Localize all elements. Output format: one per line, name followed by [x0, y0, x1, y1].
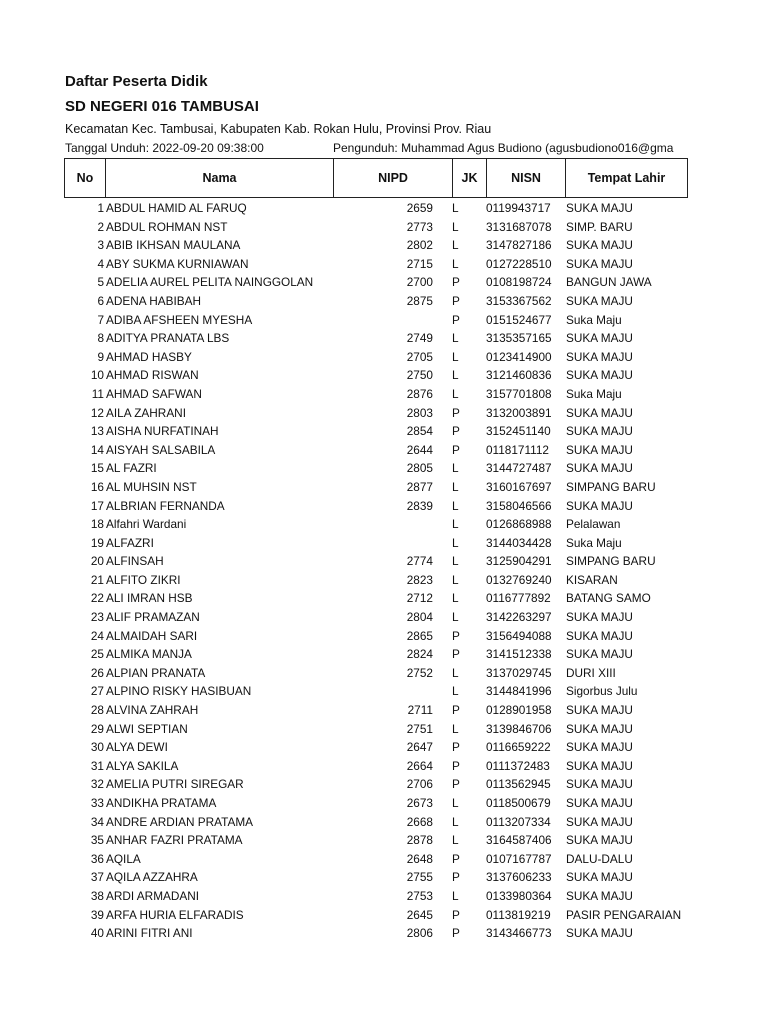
- cell-tempat-lahir: SIMPANG BARU: [566, 554, 656, 569]
- table-row: [0, 701, 768, 720]
- cell-tempat-lahir: SUKA MAJU: [566, 926, 633, 941]
- cell-jk: L: [452, 479, 459, 494]
- cell-nama: AHMAD RISWAN: [106, 368, 199, 383]
- table-row: [0, 831, 768, 850]
- cell-no: 22: [90, 591, 104, 606]
- table-row: [0, 422, 768, 441]
- cell-jk: L: [452, 814, 459, 829]
- cell-nisn: 3131687078: [486, 219, 552, 234]
- cell-tempat-lahir: SUKA MAJU: [566, 796, 633, 810]
- table-row: [0, 236, 768, 255]
- table-row: [0, 868, 768, 887]
- cell-nisn: 0151524677: [486, 312, 552, 327]
- cell-nipd: 2668: [406, 814, 433, 829]
- cell-jk: L: [452, 386, 459, 401]
- cell-jk: L: [452, 498, 459, 513]
- cell-nama: ANDIKHA PRATAMA: [106, 796, 217, 810]
- cell-nipd: 2773: [406, 219, 433, 234]
- table-row: [0, 255, 768, 274]
- cell-no: 37: [90, 870, 104, 885]
- cell-no: 16: [90, 479, 104, 494]
- cell-nisn: 0119943717: [486, 201, 551, 215]
- cell-jk: P: [452, 703, 460, 718]
- cell-no: 5: [97, 275, 104, 290]
- cell-nama: AL FAZRI: [106, 461, 157, 476]
- table-row: [0, 515, 768, 534]
- cell-nipd: 2824: [406, 647, 433, 662]
- table-row: [0, 497, 768, 516]
- cell-nisn: 3137606233: [486, 870, 552, 885]
- cell-jk: P: [452, 424, 460, 439]
- cell-nama: ALVINA ZAHRAH: [106, 703, 199, 718]
- cell-jk: L: [452, 684, 459, 699]
- table-row: [0, 199, 768, 218]
- cell-nama: AHMAD SAFWAN: [106, 386, 202, 401]
- cell-nipd: 2805: [406, 461, 433, 476]
- cell-nama: Alfahri Wardani: [106, 517, 187, 532]
- cell-no: 29: [90, 721, 104, 736]
- cell-no: 2: [97, 219, 104, 234]
- header-jk: JK: [453, 159, 487, 197]
- cell-nama: AILA ZAHRANI: [106, 405, 186, 420]
- cell-tempat-lahir: SUKA MAJU: [566, 201, 633, 215]
- cell-nama: ALFINSAH: [106, 554, 164, 569]
- cell-nisn: 0133980364: [486, 888, 552, 903]
- cell-jk: P: [452, 647, 460, 662]
- cell-tempat-lahir: SUKA MAJU: [566, 461, 633, 476]
- cell-tempat-lahir: Suka Maju: [566, 312, 622, 327]
- cell-nipd: 2711: [407, 703, 433, 718]
- cell-nisn: 0127228510: [486, 256, 552, 271]
- cell-jk: L: [452, 331, 459, 346]
- cell-tempat-lahir: SUKA MAJU: [566, 740, 633, 755]
- cell-tempat-lahir: SUKA MAJU: [566, 293, 633, 308]
- cell-nama: ALFAZRI: [106, 535, 154, 550]
- table-row: [0, 720, 768, 739]
- cell-jk: P: [452, 851, 460, 866]
- cell-jk: L: [452, 572, 459, 587]
- cell-tempat-lahir: DALU-DALU: [566, 851, 633, 866]
- cell-nisn: 3147827186: [486, 238, 552, 253]
- school-location: Kecamatan Kec. Tambusai, Kabupaten Kab. Rokan Hulu, Provinsi Prov. Riau: [65, 122, 492, 136]
- cell-no: 32: [90, 777, 104, 792]
- cell-tempat-lahir: SUKA MAJU: [566, 424, 633, 439]
- cell-jk: P: [452, 777, 460, 792]
- table-row: [0, 738, 768, 757]
- cell-nisn: 0113819219: [486, 907, 551, 922]
- cell-nama: ALBRIAN FERNANDA: [106, 498, 225, 513]
- cell-no: 25: [90, 647, 104, 662]
- cell-nisn: 3137029745: [486, 665, 552, 680]
- cell-nama: AQILA: [106, 851, 141, 866]
- cell-nama: ADIBA AFSHEEN MYESHA: [106, 312, 253, 327]
- cell-tempat-lahir: Pelalawan: [566, 517, 621, 532]
- table-row: [0, 534, 768, 553]
- cell-nama: ABY SUKMA KURNIAWAN: [106, 256, 249, 271]
- cell-jk: P: [452, 628, 460, 643]
- table-row: [0, 757, 768, 776]
- cell-tempat-lahir: PASIR PENGARAIAN: [566, 907, 682, 922]
- table-row: [0, 478, 768, 497]
- table-row: [0, 348, 768, 367]
- cell-nipd: 2753: [406, 888, 433, 903]
- cell-jk: L: [452, 888, 459, 903]
- header-nipd: NIPD: [334, 159, 453, 197]
- cell-nama: ALFITO ZIKRI: [106, 572, 181, 587]
- cell-nisn: 3160167697: [486, 479, 552, 494]
- table-row: [0, 794, 768, 813]
- cell-nisn: 0128901958: [486, 703, 552, 718]
- cell-nama: AL MUHSIN NST: [106, 479, 197, 494]
- cell-nisn: 0118500679: [486, 796, 551, 810]
- cell-jk: L: [452, 349, 459, 364]
- cell-jk: L: [452, 201, 459, 215]
- table-row: [0, 404, 768, 423]
- table-row: [0, 552, 768, 571]
- cell-nisn: 3156494088: [486, 628, 552, 643]
- cell-nama: AMELIA PUTRI SIREGAR: [106, 777, 244, 792]
- cell-nipd: 2876: [406, 386, 433, 401]
- cell-nama: ARINI FITRI ANI: [106, 926, 193, 941]
- cell-nama: AQILA AZZAHRA: [106, 870, 198, 885]
- cell-nama: ADELIA AUREL PELITA NAINGGOLAN: [106, 275, 314, 290]
- cell-no: 15: [90, 461, 104, 476]
- cell-nipd: 2712: [406, 591, 433, 606]
- cell-tempat-lahir: SUKA MAJU: [566, 256, 633, 271]
- cell-no: 8: [97, 331, 104, 346]
- cell-no: 33: [90, 796, 104, 810]
- cell-nisn: 3144727487: [486, 461, 552, 476]
- cell-nama: ABDUL HAMID AL FARUQ: [106, 201, 247, 215]
- cell-nama: ABIB IKHSAN MAULANA: [106, 238, 241, 253]
- cell-nipd: 2802: [406, 238, 433, 253]
- cell-jk: L: [452, 517, 459, 532]
- cell-nama: ALYA DEWI: [106, 740, 168, 755]
- cell-tempat-lahir: SUKA MAJU: [566, 349, 633, 364]
- table-header: [64, 158, 688, 198]
- cell-no: 10: [90, 368, 104, 383]
- cell-nipd: 2803: [406, 405, 433, 420]
- cell-tempat-lahir: SUKA MAJU: [566, 405, 633, 420]
- table-row: [0, 292, 768, 311]
- cell-nipd: 2878: [406, 833, 433, 848]
- cell-jk: L: [452, 796, 459, 810]
- cell-no: 14: [90, 442, 104, 457]
- cell-nipd: 2865: [406, 628, 433, 643]
- table-body: [0, 199, 768, 943]
- cell-nisn: 3152451140: [486, 424, 551, 439]
- cell-nipd: 2700: [406, 275, 433, 290]
- table-row: [0, 571, 768, 590]
- cell-tempat-lahir: SUKA MAJU: [566, 888, 633, 903]
- cell-no: 30: [90, 740, 104, 755]
- cell-tempat-lahir: SIMPANG BARU: [566, 479, 656, 494]
- cell-nipd: 2647: [406, 740, 433, 755]
- cell-nisn: 0107167787: [486, 851, 552, 866]
- cell-nisn: 3125904291: [486, 554, 552, 569]
- cell-nipd: 2804: [406, 610, 433, 625]
- cell-jk: P: [452, 870, 460, 885]
- cell-tempat-lahir: Suka Maju: [566, 535, 622, 550]
- cell-nama: AISYAH SALSABILA: [106, 442, 216, 457]
- cell-no: 19: [90, 535, 104, 550]
- cell-nisn: 0118171112: [486, 442, 549, 457]
- cell-nisn: 3142263297: [486, 610, 552, 625]
- cell-no: 23: [90, 610, 104, 625]
- cell-nisn: 3158046566: [486, 498, 552, 513]
- cell-nisn: 3135357165: [486, 331, 552, 346]
- cell-nama: AHMAD HASBY: [106, 349, 192, 364]
- cell-nisn: 0116659222: [486, 740, 551, 755]
- cell-nisn: 3132003891: [486, 405, 552, 420]
- cell-no: 31: [90, 758, 104, 773]
- cell-tempat-lahir: SUKA MAJU: [566, 721, 633, 736]
- cell-tempat-lahir: SUKA MAJU: [566, 331, 633, 346]
- cell-jk: L: [452, 833, 459, 848]
- cell-no: 24: [90, 628, 104, 643]
- cell-no: 27: [90, 684, 104, 699]
- cell-tempat-lahir: SIMP. BARU: [566, 219, 633, 234]
- cell-jk: L: [452, 665, 459, 680]
- downloaded-by: Pengunduh: Muhammad Agus Budiono (agusbudiono016@gma: [333, 141, 674, 155]
- cell-tempat-lahir: SUKA MAJU: [566, 814, 633, 829]
- cell-no: 38: [90, 888, 104, 903]
- table-row: [0, 608, 768, 627]
- cell-tempat-lahir: Sigorbus Julu: [566, 684, 638, 699]
- cell-nisn: 0108198724: [486, 275, 552, 290]
- table-row: [0, 887, 768, 906]
- cell-no: 13: [90, 424, 104, 439]
- cell-nipd: 2854: [406, 424, 433, 439]
- cell-tempat-lahir: SUKA MAJU: [566, 870, 633, 885]
- table-row: [0, 273, 768, 292]
- cell-nipd: 2875: [406, 293, 433, 308]
- cell-jk: P: [452, 758, 460, 773]
- table-row: [0, 850, 768, 869]
- cell-no: 11: [91, 386, 104, 401]
- cell-no: 21: [90, 572, 104, 587]
- table-row: [0, 329, 768, 348]
- cell-nipd: 2752: [406, 665, 433, 680]
- cell-no: 6: [97, 293, 104, 308]
- table-row: [0, 906, 768, 925]
- table-row: [0, 385, 768, 404]
- cell-nipd: 2715: [406, 256, 433, 271]
- cell-tempat-lahir: DURI XIII: [566, 665, 616, 680]
- cell-jk: P: [452, 926, 460, 941]
- cell-nama: ADENA HABIBAH: [106, 293, 202, 308]
- cell-nipd: 2750: [406, 368, 433, 383]
- cell-nama: ALWI SEPTIAN: [106, 721, 188, 736]
- cell-no: 4: [97, 256, 104, 271]
- cell-no: 20: [90, 554, 104, 569]
- cell-nipd: 2806: [406, 926, 433, 941]
- cell-no: 18: [90, 517, 104, 532]
- cell-nipd: 2648: [406, 851, 433, 866]
- cell-nama: ANDRE ARDIAN PRATAMA: [106, 814, 254, 829]
- cell-nama: ANHAR FAZRI PRATAMA: [106, 833, 243, 848]
- cell-tempat-lahir: SUKA MAJU: [566, 442, 633, 457]
- cell-nipd: 2751: [406, 721, 433, 736]
- cell-nisn: 3144034428: [486, 535, 552, 550]
- cell-nama: ALYA SAKILA: [106, 758, 179, 773]
- cell-jk: L: [452, 256, 459, 271]
- school-name: SD NEGERI 016 TAMBUSAI: [65, 98, 259, 115]
- cell-no: 40: [90, 926, 104, 941]
- cell-tempat-lahir: SUKA MAJU: [566, 758, 633, 773]
- cell-nisn: 0116777892: [486, 591, 551, 606]
- table-row: [0, 441, 768, 460]
- cell-tempat-lahir: SUKA MAJU: [566, 647, 633, 662]
- cell-no: 1: [97, 201, 104, 215]
- cell-no: 28: [90, 703, 104, 718]
- cell-jk: P: [452, 907, 460, 922]
- cell-nipd: 2774: [406, 554, 433, 569]
- cell-nama: ARFA HURIA ELFARADIS: [106, 907, 244, 922]
- table-row: [0, 813, 768, 832]
- cell-no: 36: [90, 851, 104, 866]
- cell-tempat-lahir: KISARAN: [566, 572, 618, 587]
- cell-jk: P: [452, 442, 460, 457]
- cell-tempat-lahir: BATANG SAMO: [566, 591, 651, 606]
- cell-nipd: 2755: [406, 870, 433, 885]
- cell-nama: ABDUL ROHMAN NST: [106, 219, 228, 234]
- cell-jk: L: [452, 554, 459, 569]
- header-nisn: NISN: [487, 159, 566, 197]
- cell-nipd: 2877: [406, 479, 433, 494]
- table-row: [0, 589, 768, 608]
- cell-tempat-lahir: Suka Maju: [566, 386, 622, 401]
- cell-no: 39: [90, 907, 104, 922]
- cell-no: 26: [90, 665, 104, 680]
- cell-nipd: 2706: [406, 777, 433, 792]
- table-row: [0, 311, 768, 330]
- cell-jk: L: [452, 610, 459, 625]
- table-row: [0, 627, 768, 646]
- cell-no: 9: [97, 349, 104, 364]
- cell-nisn: 0132769240: [486, 572, 552, 587]
- cell-jk: L: [452, 368, 459, 383]
- cell-jk: P: [452, 275, 460, 290]
- cell-nama: ALIF PRAMAZAN: [106, 610, 200, 625]
- cell-nisn: 3144841996: [486, 684, 552, 699]
- table-row: [0, 645, 768, 664]
- cell-nisn: 3143466773: [486, 926, 552, 941]
- header-nama: Nama: [106, 159, 334, 197]
- cell-nisn: 3139846706: [486, 721, 552, 736]
- cell-tempat-lahir: SUKA MAJU: [566, 628, 633, 643]
- cell-nisn: 0113562945: [486, 777, 551, 792]
- cell-jk: L: [452, 219, 459, 234]
- cell-jk: P: [452, 293, 460, 308]
- cell-no: 17: [90, 498, 104, 513]
- cell-no: 3: [97, 238, 104, 253]
- cell-tempat-lahir: SUKA MAJU: [566, 238, 633, 253]
- cell-tempat-lahir: SUKA MAJU: [566, 703, 633, 718]
- cell-nipd: 2823: [406, 572, 433, 587]
- cell-nama: ALPIAN PRANATA: [106, 665, 206, 680]
- cell-nama: ALMAIDAH SARI: [106, 628, 198, 643]
- cell-nisn: 0126868988: [486, 517, 552, 532]
- table-row: [0, 775, 768, 794]
- cell-nisn: 0111372483: [486, 758, 550, 773]
- cell-no: 7: [97, 312, 104, 327]
- cell-nisn: 3164587406: [486, 833, 552, 848]
- cell-nisn: 3153367562: [486, 293, 552, 308]
- cell-nisn: 3141512338: [486, 647, 552, 662]
- cell-nipd: 2645: [406, 907, 433, 922]
- cell-tempat-lahir: SUKA MAJU: [566, 777, 633, 792]
- cell-nama: AISHA NURFATINAH: [106, 424, 219, 439]
- cell-jk: P: [452, 740, 460, 755]
- cell-nisn: 3157701808: [486, 386, 552, 401]
- cell-tempat-lahir: SUKA MAJU: [566, 368, 633, 383]
- cell-jk: L: [452, 461, 459, 476]
- cell-nipd: 2644: [406, 442, 433, 457]
- cell-nipd: 2705: [406, 349, 433, 364]
- download-date: Tanggal Unduh: 2022-09-20 09:38:00: [65, 141, 264, 155]
- table-row: [0, 924, 768, 943]
- cell-jk: L: [452, 721, 459, 736]
- header-no: No: [65, 159, 106, 197]
- cell-jk: L: [452, 535, 459, 550]
- cell-nama: ADITYA PRANATA LBS: [106, 331, 230, 346]
- cell-no: 34: [90, 814, 104, 829]
- cell-tempat-lahir: SUKA MAJU: [566, 498, 633, 513]
- cell-jk: P: [452, 312, 460, 327]
- table-row: [0, 664, 768, 683]
- cell-jk: L: [452, 238, 459, 253]
- header-tempat-lahir: Tempat Lahir: [587, 171, 666, 185]
- cell-nipd: 2673: [406, 796, 433, 810]
- cell-jk: P: [452, 405, 460, 420]
- cell-nama: ARDI ARMADANI: [106, 888, 200, 903]
- cell-no: 35: [90, 833, 104, 848]
- table-row: [0, 459, 768, 478]
- cell-tempat-lahir: SUKA MAJU: [566, 610, 633, 625]
- cell-jk: L: [452, 591, 459, 606]
- cell-nama: ALI IMRAN HSB: [106, 591, 193, 606]
- cell-nipd: 2659: [406, 201, 433, 215]
- table-row: [0, 682, 768, 701]
- cell-nisn: 0123414900: [486, 349, 552, 364]
- table-row: [0, 366, 768, 385]
- cell-nipd: 2839: [406, 498, 433, 513]
- cell-nisn: 3121460836: [486, 368, 552, 383]
- cell-no: 12: [90, 405, 104, 420]
- document-title: Daftar Peserta Didik: [65, 73, 208, 90]
- cell-nipd: 2749: [406, 331, 433, 346]
- cell-tempat-lahir: BANGUN JAWA: [566, 275, 652, 290]
- cell-nisn: 0113207334: [486, 814, 551, 829]
- cell-nama: ALMIKA MANJA: [106, 647, 192, 662]
- table-row: [0, 218, 768, 237]
- cell-nipd: 2664: [406, 758, 433, 773]
- cell-tempat-lahir: SUKA MAJU: [566, 833, 633, 848]
- cell-nama: ALPINO RISKY HASIBUAN: [106, 684, 252, 699]
